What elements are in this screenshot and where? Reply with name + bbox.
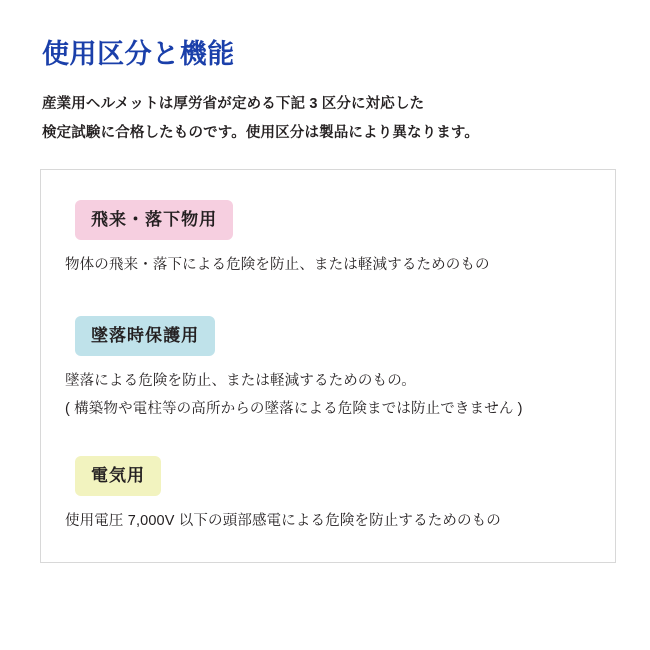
category-chip-falling-objects: 飛来・落下物用 — [75, 200, 233, 240]
categories-panel — [40, 169, 616, 563]
category-item-electrical — [63, 456, 593, 534]
category-description-fall-protection-line-2: ( 構築物や電柱等の高所からの墜落による危険までは防止できません ) — [65, 400, 523, 417]
category-description-fall-protection-line-1: 墜落による危険を防止、または軽減するためのもの。 — [65, 373, 416, 390]
category-description-electrical: 使用電圧 7,000V 以下の頭部感電による危険を防止するためのもの — [65, 513, 501, 530]
category-item-falling-objects — [63, 200, 593, 278]
intro-line-1: 産業用ヘルメットは厚労省が定める下記 3 区分に対応した — [42, 96, 425, 113]
page-title: 使用区分と機能 — [42, 39, 235, 69]
intro-line-2: 検定試験に合格したものです。使用区分は製品により異なります。 — [42, 124, 480, 141]
intro-paragraph — [42, 90, 614, 147]
category-chip-electrical: 電気用 — [75, 456, 161, 496]
spacer-2 — [63, 430, 593, 456]
spacer-1 — [63, 286, 593, 316]
category-description-falling-objects: 物体の飛来・落下による危険を防止、または軽減するためのもの — [65, 256, 490, 273]
category-chip-fall-protection: 墜落時保護用 — [75, 316, 215, 356]
category-item-fall-protection — [63, 316, 593, 422]
